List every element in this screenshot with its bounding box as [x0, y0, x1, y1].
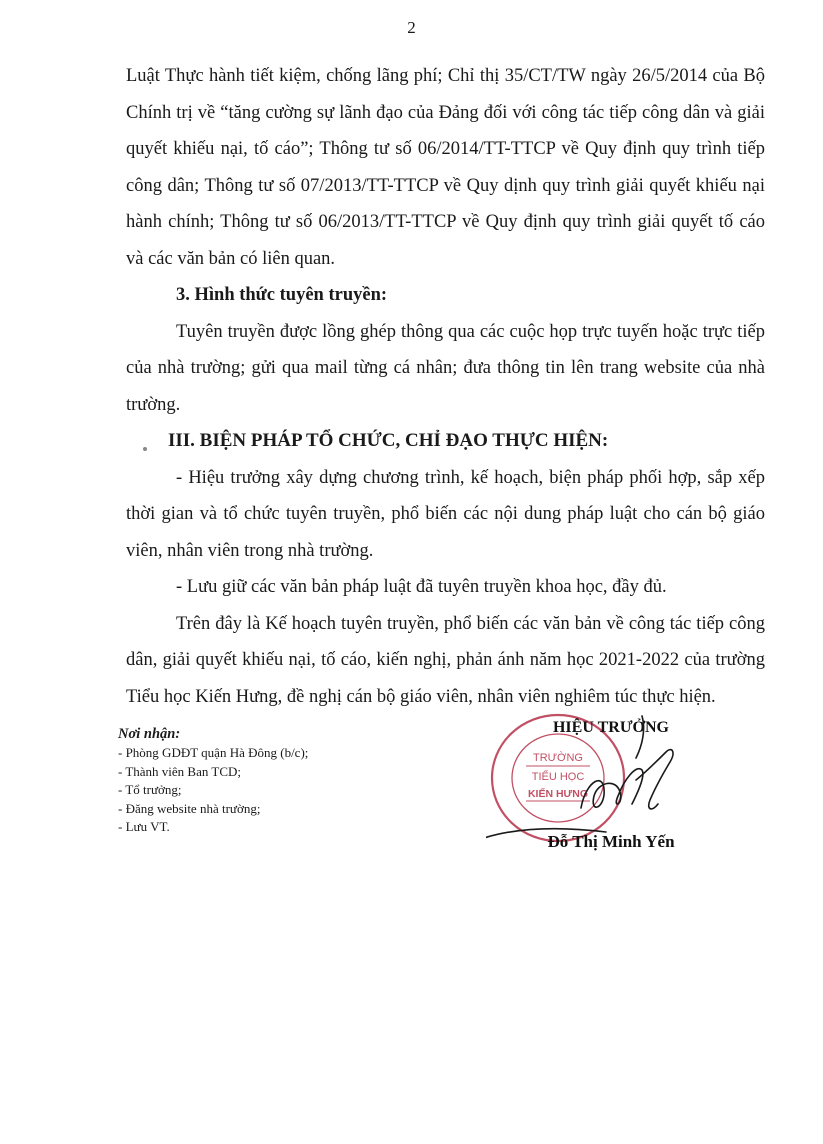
signature-block — [486, 700, 716, 870]
recipient-item: - Phòng GDĐT quận Hà Đông (b/c); — [118, 745, 309, 760]
signer-name: Đỗ Thị Minh Yến — [547, 832, 675, 851]
signer-title: HIỆU TRƯỞNG — [552, 719, 669, 736]
recipient-item: - Thành viên Ban TCD; — [118, 763, 242, 779]
section-heading-iii: III. BIỆN PHÁP TỔ CHỨC, CHỈ ĐẠO THỰC HIỆN: — [168, 430, 609, 451]
recipients-list — [118, 744, 418, 837]
paragraph-propaganda-form: Tuyên truyền được lồng ghép thông qua các cuộc họp trực tuyến hoặc trực tiếp của nhà trường; gửi qua mail từng cá nhân; đưa thông tin lên trang website của nhà trường. — [126, 321, 765, 415]
recipient-item: - Lưu VT. — [118, 819, 170, 834]
recipient-item: - Đăng website nhà trường; — [118, 800, 261, 816]
document-body — [126, 58, 765, 715]
paragraph-measure-2: - Lưu giữ các văn bản pháp luật đã tuyên truyền khoa học, đầy đủ. — [176, 577, 667, 597]
seal-line: TRƯỜNG — [533, 752, 583, 764]
section-heading-3: 3. Hình thức tuyên truyền: — [176, 285, 388, 305]
seal-line: TIỂU HỌC — [531, 771, 585, 783]
paragraph-conclusion: Trên đây là Kế hoạch tuyên truyền, phổ biến các văn bản về công tác tiếp công dân, giải quyết khiếu nại, tố cáo, kiến nghị, phản ánh năm học 2021-2022 của trường Tiểu học Kiến Hưng, đề nghị cán bộ giáo viên, nhân viên nghiêm túc thực hiện. — [126, 613, 765, 707]
recipient-item: - Tổ trưởng; — [118, 782, 182, 797]
page-number: 2 — [407, 18, 416, 37]
recipients-title: Nơi nhận: — [118, 726, 181, 742]
recipients-block — [118, 724, 418, 837]
paragraph-legal-references: Luật Thực hành tiết kiệm, chống lãng phí; Chỉ thị 35/CT/TW ngày 26/5/2014 của Bộ Chính trị về “tăng cường sự lãnh đạo của Đảng đối với công tác tiếp công dân và giải quyết khiếu nại, tố cáo”; Thông tư số 06/2014/TT-TTCP về Quy định quy trình tiếp công dân; Thông tư số 07/2013/TT-TTCP về Quy dịnh quy trình giải quyết khiếu nại hành chính; Thông tư số 06/2013/TT-TTCP về Quy định quy trình giải quyết tố cáo và các văn bản có liên quan. — [126, 66, 765, 269]
stray-mark — [143, 447, 147, 451]
seal-line: KIẾN HƯNG — [527, 788, 589, 800]
paragraph-measure-1: - Hiệu trưởng xây dựng chương trình, kế hoạch, biện pháp phối hợp, sắp xếp thời gian và tổ chức tuyên truyền, phổ biến các nội dung pháp luật cho cán bộ giáo viên, nhân viên trong nhà trường. — [126, 467, 765, 561]
